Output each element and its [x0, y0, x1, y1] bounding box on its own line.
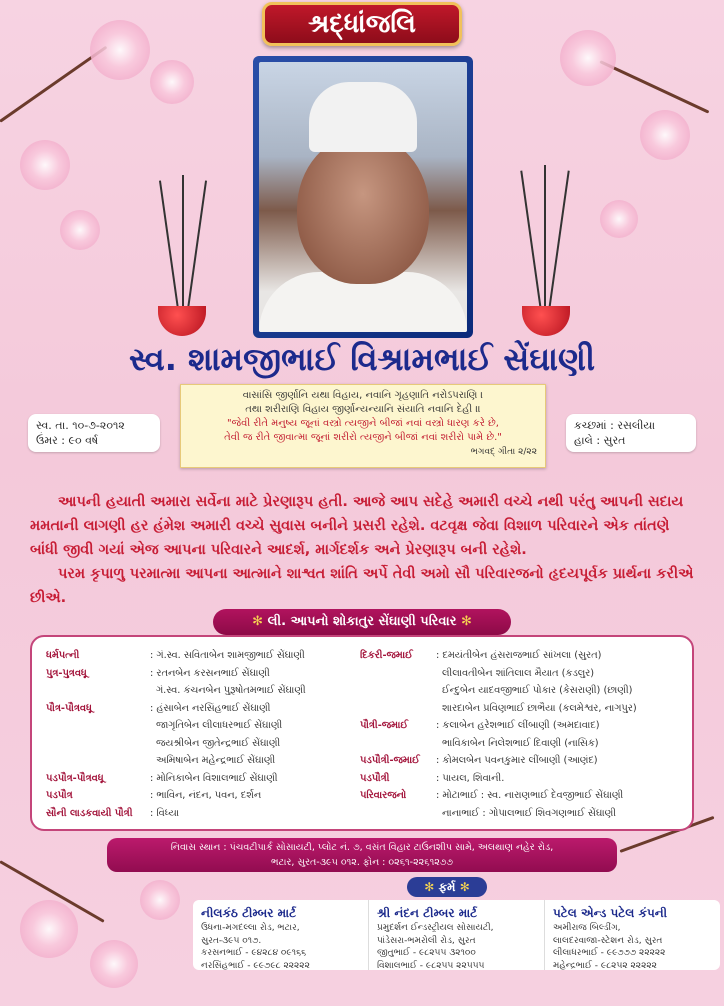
- firm-phone: વિશાલભાઈ - ૯૮૨૫૫ ૨૨૫૫૫: [377, 960, 485, 971]
- firm-address: ઉધના-મગદલ્લા રોડ, ભટાર,: [201, 923, 300, 933]
- star-icon: ✻: [459, 880, 470, 894]
- firm-card: [369, 900, 545, 970]
- shloka-line-2: તથા શરીરાણિ વિહાય જીર્ણાન્યન્યાનિ સંયાતિ નવાનિ દેહી ॥: [245, 404, 481, 415]
- family-row: પડપૌત્રી-જમાઈ : કોમલબેન પવનકુમાર લીંબાણી (આણંદ): [360, 755, 598, 766]
- firm-address: પાંડેસરા-ભમરોલી રોડ, સુરત: [377, 935, 476, 946]
- star-icon: ✻: [424, 880, 435, 894]
- family-row: પરિવારજનો : મોટાભાઈ : સ્વ. નારાણભાઈ દેવજીભાઈ સેંઘાણી: [360, 790, 624, 801]
- firm-phone: નરસિંહભાઈ - ૯૯૭૯૮ ૨૨૨૨૨: [201, 960, 310, 971]
- firms-box: [193, 900, 720, 970]
- family-row: નાનાભાઈ : ગોપાલભાઈ શિવગણભાઈ સેંઘાણી: [442, 807, 616, 819]
- title-banner: શ્રદ્ધાંજલિ: [262, 2, 462, 46]
- family-row: ભાવિકાબેન નિલેશભાઈ દિવાણી (નાસિક): [442, 737, 599, 749]
- family-title: [213, 609, 511, 635]
- tribute-paragraph-2: પરમ કૃપાળુ પરમાત્મા આપના આત્માને શાશ્વત શાંતિ અર્પે તેવી અમો સૌ પરિવારજનો હૃદયપૂર્વક પ્રાર્થના કરીએ છીએ.: [30, 566, 694, 606]
- family-row: જાગૃતિબેન લીલાધરભાઈ સેંઘાણી: [156, 720, 283, 731]
- family-row: શારદાબેન પ્રવિણભાઈ છાભૈયા (કલમેશ્વર, નાગપુર): [442, 702, 637, 714]
- age: ઉંમર : ૯૦ વર્ષ: [36, 434, 99, 447]
- firm-address: સુરત-૩૯૫ ૦૧૭.: [201, 935, 262, 946]
- family-row: પુત્ર-પુત્રવધૂ : રતનબેન કરસનભાઈ સેંઘાણી: [46, 667, 270, 679]
- translation-line-1: "જેવી રીતે મનુષ્ય જૂનાં વસ્ત્રો ત્યજીને બીજાં નવાં વસ્ત્રો ધારણ કરે છે,: [227, 418, 499, 429]
- family-row: પડપૌત્ર-પૌત્રવધૂ : મોનિકાબેન વિશાલભાઈ સેંઘાણી: [46, 772, 278, 784]
- firm-address: અમીરાજ બિલ્ડીંગ,: [553, 923, 621, 933]
- firm-address: લાલદરવાજા-સ્ટેશન રોડ, સુરત: [553, 935, 663, 946]
- firm-name: પટેલ એન્ડ પટેલ કંપની: [553, 906, 668, 920]
- residence-line-1: નિવાસ સ્થાન : પંચવટીપાર્ક સોસાયટી, પ્લોટ નં. ૭, વસંત વિહાર ટાઉનશીપ સામે, અલથાણ નહેર રોડ,: [170, 842, 554, 853]
- family-row: પૌત્રી-જમાઈ : કલાબેન હરેશભાઈ લીંબાણી (અમદાવાદ): [360, 720, 600, 731]
- family-row: પડપૌત્રી : પાયલ, શિવાની.: [360, 772, 505, 784]
- native-place: કચ્છમાં : રસલીયા: [574, 419, 656, 432]
- family-row: જયશ્રીબેન જીતેન્દ્રભાઈ સેંઘાણી: [156, 737, 281, 749]
- firm-label: [407, 877, 487, 897]
- firm-name: નીલકંઠ ટીમ્બર માર્ટ: [201, 906, 297, 920]
- tribute-paragraph-1: આપની હયાતી અમારા સર્વેના માટે પ્રેરણારૂપ હતી. આજે આપ સદેહે અમારી વચ્ચે નથી પરંતુ આપની સદાય મમતાની લાગણી હર હંમેશ અમારી વચ્ચે સુવાસ બનીને પ્રસરી રહેશે. વટવૃક્ષ જેવા વિશાળ પરિવારને એક તાંતણે બાંધી જીવી ગયાં એજ આપના પરિવારને આદર્શ, માર્ગદર્શક અને પ્રેરણારૂપ બની રહેશે.: [30, 494, 684, 558]
- firm-phone: કરસનભાઈ - ૯૪૨૮૪ ૦૯૧૬૬: [201, 948, 307, 958]
- star-icon: ✻: [252, 614, 264, 629]
- firm-address: પ્રમુદર્શન ઈન્ડસ્ટ્રીયલ સોસાયટી,: [377, 923, 494, 933]
- gita-shloka: [180, 384, 546, 468]
- family-left-column: [46, 647, 306, 822]
- native-place-box: [566, 414, 696, 452]
- family-row: ગં.સ્વ. કંચનબેન પુરૂષોતમભાઈ સેંઘાણી: [156, 685, 306, 696]
- star-icon: ✻: [460, 614, 472, 629]
- family-title-text: લી. આપનો શોકાતુર સેંઘાણી પરિવાર: [267, 614, 457, 629]
- family-row: અમિષાબેન મહેન્દ્રભાઈ સેંઘાણી: [156, 755, 276, 766]
- firm-phone: લીલાધરભાઈ - ૯૯૭૭૭ ૨૨૨૨૨: [553, 948, 666, 958]
- family-row: લીલાવતીબેન શાંતિલાલ મૈયાત (કડલુર): [442, 667, 595, 679]
- firm-card: [193, 900, 369, 970]
- deceased-name: સ્વ. શામજીભાઈ વિશ્રામભાઈ સેંઘાણી: [128, 340, 596, 378]
- family-row: દિકરી-જમાઈ : દમયંતીબેન હંસરાજભાઈ સાંખલા (સુરત): [360, 650, 602, 661]
- tribute-text: [30, 490, 698, 610]
- translation-line-2: તેવી જ રીતે જીવાત્મા જૂનાં શરીરો ત્યજીને બીજાં નવાં શરીરો પામે છે.": [224, 432, 502, 443]
- firm-phone: મહેન્દ્રભાઈ - ૯૮૨૫૨ ૨૨૨૨૨: [553, 960, 657, 971]
- firm-card: [545, 900, 720, 970]
- date-age-box: [28, 414, 160, 452]
- residence-address: [107, 838, 617, 872]
- death-date: સ્વ. તા. ૧૦-૭-૨૦૧૨: [36, 419, 125, 432]
- family-row: ઈન્દુબેન યાદવજીભાઈ પોકાર (કેસરાણી) (છાણી): [442, 685, 633, 696]
- portrait-photo: [253, 56, 473, 338]
- family-right-column: [360, 647, 637, 822]
- current-place: હાલે : સુરત: [574, 434, 626, 447]
- shloka-source: ભગવદ્ ગીતા ૨/૨૨: [470, 447, 537, 457]
- family-members-box: [30, 635, 694, 831]
- shloka-line-1: વાસાંસિ જીર્ણાનિ યથા વિહાય, નવાનિ ગૃહણાતિ નરોઽપરાણિ ।: [242, 390, 484, 401]
- residence-line-2: ભટાર, સુરત-૩૯૫ ૦૧૨. ફોન : ૦૨૬૧-૨૨૬૧૨૭૭: [270, 857, 454, 868]
- family-row: પૌત્ર-પૌત્રવધૂ : હંસાબેન નરસિંહભાઈ સેંઘાણી: [46, 702, 271, 714]
- family-row: ધર્મપત્ની : ગં.સ્વ. સવિતાબેન શામજીભાઈ સેંઘાણી: [46, 650, 305, 661]
- firm-phone: જીતુભાઈ - ૯૮૨૫૫ ૩૨૧૦૦: [377, 948, 476, 958]
- family-row: પડપૌત્ર : ભાવિન, નંદન, પવન, દર્શન: [46, 790, 262, 801]
- firm-label-text: ફર્મ: [438, 880, 456, 894]
- firm-name: શ્રી નંદન ટીમ્બર માર્ટ: [377, 906, 478, 920]
- family-row: સૌની લાડકવાયી પૌત્રી : વિધ્યા: [46, 807, 180, 819]
